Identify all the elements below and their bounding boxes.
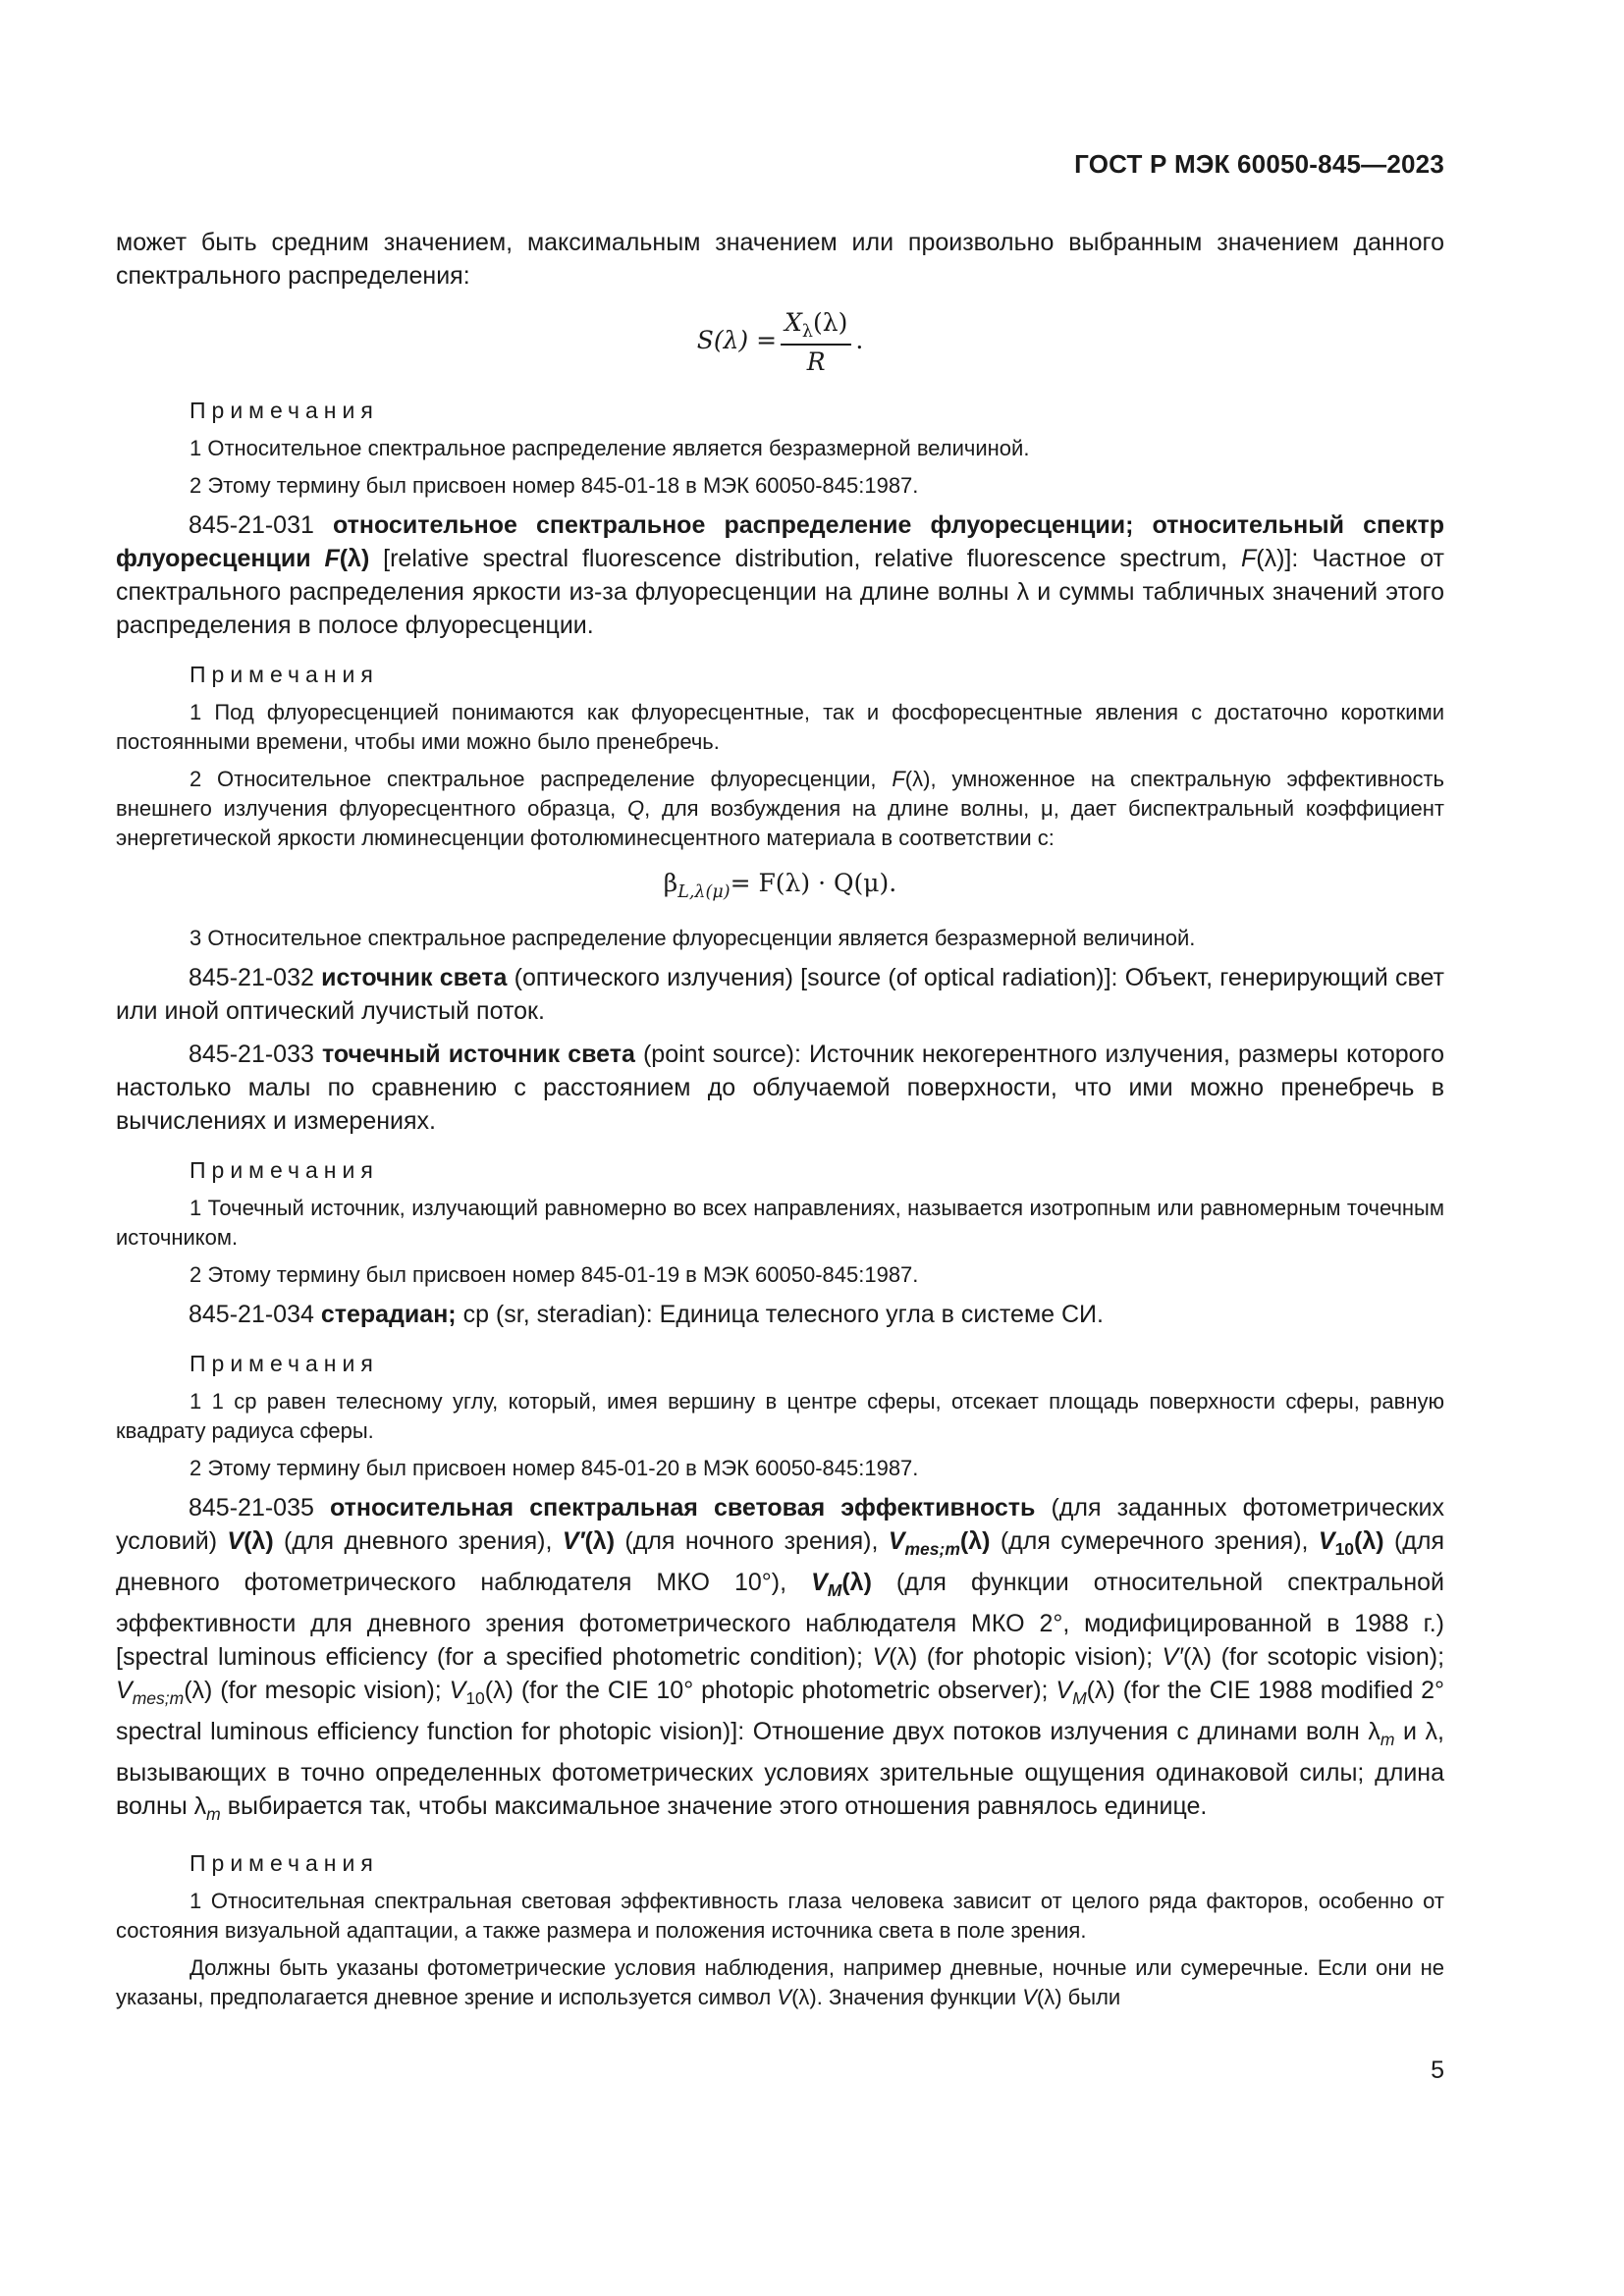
bold-term-run: относительная спектральная световая эффективность	[329, 1494, 1036, 1522]
text-run: (λ)]: Частное от спектрального распределения яркости из-за флуоресценции на длине волны λ и суммы табличных значений этого распределения в полосе флуоресценции.	[116, 545, 1444, 639]
subscript-run: m	[1380, 1730, 1395, 1749]
text-run: (λ) были	[1036, 1985, 1121, 2009]
text-run: ср (sr, steradian): Единица телесного угла в системе СИ.	[456, 1301, 1104, 1328]
text-run: 845-21-031	[189, 511, 333, 539]
term-paragraph	[116, 1491, 1444, 1831]
text-run: (для сумеречного зрения),	[990, 1527, 1319, 1555]
note-paragraph	[116, 434, 1444, 463]
formula-s_lambda	[116, 308, 1444, 376]
bold-term-run: F	[324, 545, 340, 572]
bold-term-run: относительное спектральное распределение флуоресценции; относительный спектр флуоресценции	[116, 511, 1444, 572]
subscript-run: M	[827, 1580, 842, 1600]
bold-term-run: V′	[562, 1527, 585, 1555]
text-run: V	[116, 1677, 133, 1704]
text-run: (оптического излучения) [source (of optical radiation)]: Объект, генерирующий свет или иной оптический лучистый поток.	[116, 964, 1444, 1025]
text-run: Должны быть указаны фотометрические условия наблюдения, например дневные, ночные или сумеречные. Если они не указаны, предполагается дневное зрение и используется символ	[116, 1955, 1444, 2009]
note-paragraph	[116, 1260, 1444, 1290]
formula-rhs: = F(λ) · Q(μ).	[730, 869, 897, 897]
notes-heading: Примечания	[189, 398, 379, 423]
document-code-header: ГОСТ Р МЭК 60050-845—2023	[1074, 149, 1444, 179]
text-run: V	[1022, 1985, 1037, 2009]
text-run: 1 Под флуоресценцией понимаются как флуоресцентные, так и фосфоресцентные явления с достаточно короткими постоянными времени, чтобы ими можно было пренебречь.	[116, 700, 1444, 754]
formula-denominator: R	[806, 347, 826, 376]
note-paragraph	[116, 1387, 1444, 1446]
text-run: (λ) (for the CIE 1988 modified 2° spectral luminous efficiency function for photopic vision)]: Отношение двух потоков излучения с длинами волн λ	[116, 1677, 1445, 1745]
text-run: 2 Этому термину был присвоен номер 845-01-18 в МЭК 60050-845:1987.	[189, 473, 919, 498]
text-run: 845-21-035	[189, 1494, 330, 1522]
bold-term-run: (λ)	[959, 1527, 991, 1555]
text-run: (для функции относительной спектральной эффективности для дневного зрения фотометрического наблюдателя МКО 2°, модифицированной в 1988 г.) [spectral luminous efficiency (for a specified photometric condition);	[116, 1569, 1444, 1671]
text-run: 1 Точечный источник, излучающий равномерно во всех направлениях, называется изотропным или равномерным точечным источником.	[116, 1196, 1444, 1250]
formula-numerator	[781, 308, 851, 346]
note-paragraph	[116, 924, 1444, 953]
formula-numerator-symbol: X	[785, 308, 802, 337]
subscript-run: mes;m	[904, 1539, 960, 1559]
term-paragraph	[116, 1298, 1444, 1331]
bold-term-run: (λ)	[841, 1569, 872, 1596]
text-run: (для дневного фотометрического наблюдателя МКО 10°),	[116, 1527, 1445, 1596]
bold-term-run: точечный источник света	[321, 1041, 635, 1068]
text-run: 2 Этому термину был присвоен номер 845-01-19 в МЭК 60050-845:1987.	[189, 1262, 919, 1287]
bold-term-run: (λ)	[584, 1527, 616, 1555]
text-run: 845-21-033	[189, 1041, 322, 1068]
bold-term-run: (λ)	[1354, 1527, 1384, 1555]
note-paragraph	[116, 1953, 1444, 2012]
bold-term-run: V	[811, 1569, 828, 1596]
subscript-run: 10	[465, 1688, 485, 1708]
text-run: V	[449, 1677, 466, 1704]
formula-fraction	[781, 308, 851, 376]
text-run: 1 Относительная спектральная световая эффективность глаза человека зависит от целого ряда факторов, особенно от состояния визуальной адаптации, а также размера и положения источника света в поле зрения.	[116, 1889, 1444, 1943]
text-run: (для дневного зрения),	[273, 1527, 563, 1555]
text-run: (λ) (for the CIE 10° photopic photometric observer);	[484, 1677, 1056, 1704]
bold-term-run: V	[1318, 1527, 1335, 1555]
formula-beta-subscript: L,λ(μ)	[677, 882, 731, 902]
text-run: [relative spectral fluorescence distribution, relative fluorescence spectrum,	[369, 545, 1241, 572]
page-number: 5	[1431, 2056, 1444, 2084]
text-run: 845-21-034	[189, 1301, 321, 1328]
text-run: F	[1241, 545, 1257, 572]
term-paragraph	[116, 226, 1444, 293]
subscript-run: 10	[1334, 1539, 1355, 1559]
text-run: (λ) (for scotopic vision);	[1182, 1643, 1445, 1671]
subscript-run: m	[206, 1804, 221, 1824]
formula-numerator-subscript: λ	[801, 322, 813, 342]
text-run: может быть средним значением, максимальным значением или произвольно выбранным значением данного спектрального распределения:	[116, 229, 1444, 290]
notes-heading: Примечания	[189, 1850, 379, 1876]
text-run: и λ, вызывающих в точно определенных фотометрических условиях зрительные ощущения одинаковой силы; длина волны λ	[116, 1718, 1445, 1820]
bold-term-run: V	[227, 1527, 244, 1555]
formula-tail: .	[855, 326, 864, 354]
text-run: (для ночного зрения),	[615, 1527, 889, 1555]
text-run: 3 Относительное спектральное распределение флуоресценции является безразмерной величиной.	[189, 926, 1196, 950]
note-paragraph	[116, 1454, 1444, 1483]
bold-term-run: V	[888, 1527, 905, 1555]
notes-heading: Примечания	[189, 1351, 379, 1376]
formula-lhs: S(λ) =	[696, 326, 778, 354]
text-run: выбирается так, чтобы максимальное значение этого отношения равнялось единице.	[220, 1792, 1208, 1820]
notes-heading: Примечания	[189, 1157, 379, 1183]
term-paragraph	[116, 961, 1444, 1028]
note-paragraph	[116, 471, 1444, 501]
bold-term-run: стерадиан;	[320, 1301, 457, 1328]
text-run: F	[892, 767, 905, 791]
note-paragraph	[116, 1194, 1444, 1253]
bold-term-run: (λ)	[244, 1527, 274, 1555]
formula-numerator-tail: (λ)	[812, 308, 848, 337]
subscript-run: mes;m	[132, 1688, 185, 1708]
formula-beta	[116, 869, 1444, 902]
note-paragraph	[116, 765, 1444, 853]
term-paragraph	[116, 508, 1444, 642]
note-paragraph	[116, 698, 1444, 757]
text-run: (point source): Источник некогерентного излучения, размеры которого настолько малы по сравнению с расстоянием до облучаемой поверхности, что ими можно пренебречь в вычислениях и измерениях.	[116, 1041, 1444, 1135]
notes-heading: Примечания	[189, 662, 379, 687]
text-run: 2 Этому термину был присвоен номер 845-01-20 в МЭК 60050-845:1987.	[189, 1456, 919, 1480]
text-run: V	[777, 1985, 792, 2009]
term-paragraph	[116, 1038, 1444, 1138]
document-body	[116, 226, 1444, 2020]
text-run: , для возбуждения на длине волны, μ, дает биспектральный коэффициент энергетической яркости люминесценции фотолюминесцентного материала в соответствии с:	[116, 796, 1444, 850]
formula-beta-symbol: β	[663, 869, 678, 897]
text-run: V	[872, 1643, 890, 1671]
text-run: (λ) (for mesopic vision);	[184, 1677, 450, 1704]
text-run: (λ). Значения функции	[791, 1985, 1023, 2009]
text-run: V	[1056, 1677, 1073, 1704]
text-run: 845-21-032	[189, 964, 322, 991]
bold-term-run: источник света	[321, 964, 508, 991]
text-run: (λ), умноженное на спектральную эффективность внешнего излучения флуоресцентного образца,	[116, 767, 1444, 821]
bold-term-run: (λ)	[339, 545, 370, 572]
note-paragraph	[116, 1887, 1444, 1946]
text-run: 1 1 ср равен телесному углу, который, имея вершину в центре сферы, отсекает площадь поверхности сферы, равную квадрату радиуса сферы.	[116, 1389, 1444, 1443]
subscript-run: M	[1072, 1688, 1087, 1708]
text-run: 2 Относительное спектральное распределение флуоресценции,	[189, 767, 893, 791]
text-run: (для заданных фотометрических условий)	[116, 1494, 1444, 1555]
text-run: V′	[1162, 1643, 1183, 1671]
text-run: (λ) (for photopic vision);	[889, 1643, 1163, 1671]
text-run: 1 Относительное спектральное распределение является безразмерной величиной.	[189, 436, 1030, 460]
text-run: Q	[626, 796, 645, 821]
